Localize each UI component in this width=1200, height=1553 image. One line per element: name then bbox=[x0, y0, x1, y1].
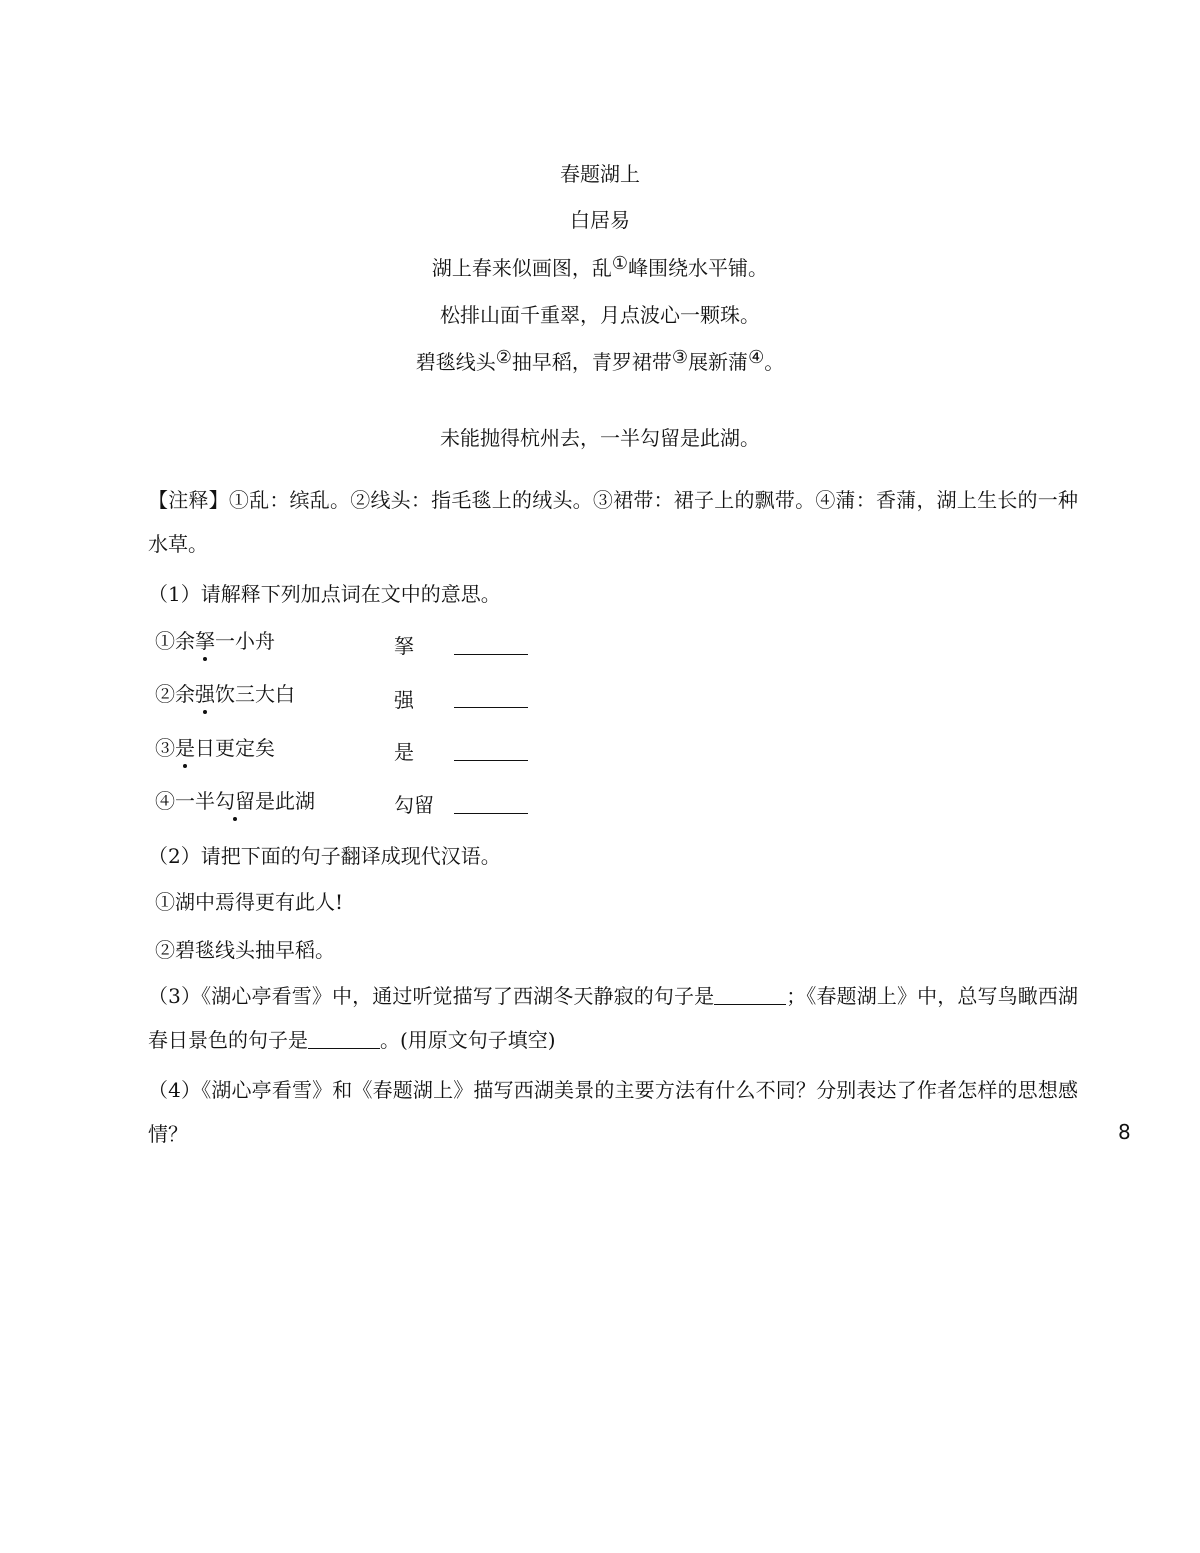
poem-line-3: 碧毯线头②抽早稻，青罗裙带③展新蒲④。 bbox=[415, 347, 785, 374]
question-2-prompt: （2）请把下面的句子翻译成现代汉语。 bbox=[148, 844, 501, 868]
page-number: 8 bbox=[1118, 1120, 1131, 1144]
note-mark-2: ② bbox=[495, 347, 512, 368]
note-mark-3: ③ bbox=[671, 347, 689, 368]
q1-term-2: 强 bbox=[394, 688, 414, 712]
q1-term-4: 勾留 bbox=[394, 793, 434, 817]
q1-item-1: ①余拏一小舟 bbox=[155, 629, 275, 653]
note-mark-4: ④ bbox=[748, 347, 765, 368]
q1-answer-blank-3[interactable] bbox=[454, 760, 528, 761]
annotation-notes: 【注释】①乱：缤乱。②线头：指毛毯上的绒头。③裙带：裙子上的飘带。④蒲：香蒲，湖上生长的一种水草。 bbox=[148, 488, 1078, 556]
q2-sentence-1: ①湖中焉得更有此人! bbox=[155, 890, 344, 914]
poem-line-4: 未能抛得杭州去，一半勾留是此湖。 bbox=[440, 426, 760, 450]
q2-sentence-2: ②碧毯线头抽早稻。 bbox=[155, 938, 335, 962]
question-3: （3）《湖心亭看雪》中，通过听觉描写了西湖冬天静寂的句子是 ；《春题湖上》中，总写鸟瞰西湖春日景色的句子是 。(用原文句子填空) bbox=[148, 984, 1078, 1052]
question-4: （4）《湖心亭看雪》和《春题湖上》描写西湖美景的主要方法有什么不同？分别表达了作者怎样的思想感情？ bbox=[148, 1078, 1078, 1146]
q3-answer-blank-2[interactable] bbox=[308, 1030, 380, 1049]
q1-answer-blank-1[interactable] bbox=[454, 654, 528, 655]
q3-answer-blank-1[interactable] bbox=[714, 986, 786, 1005]
question-1-prompt: （1）请解释下列加点词在文中的意思。 bbox=[148, 582, 501, 606]
q1-answer-blank-2[interactable] bbox=[454, 707, 528, 708]
q1-answer-blank-4[interactable] bbox=[454, 813, 528, 814]
poem-line-1: 湖上春来似画图，乱①峰围绕水平铺。 bbox=[431, 253, 769, 280]
q1-term-3: 是 bbox=[394, 740, 414, 764]
poem-line-2: 松排山面千重翠，月点波心一颗珠。 bbox=[440, 303, 760, 327]
q1-item-3: ③是日更定矣 bbox=[155, 736, 275, 760]
q1-term-1: 拏 bbox=[394, 634, 414, 658]
q1-item-2: ②余强饮三大白 bbox=[155, 682, 295, 706]
q1-item-4: ④一半勾留是此湖 bbox=[155, 789, 315, 813]
note-mark-1: ① bbox=[611, 253, 629, 274]
poem-title: 春题湖上 bbox=[560, 162, 640, 186]
poem-author: 白居易 bbox=[570, 208, 630, 232]
